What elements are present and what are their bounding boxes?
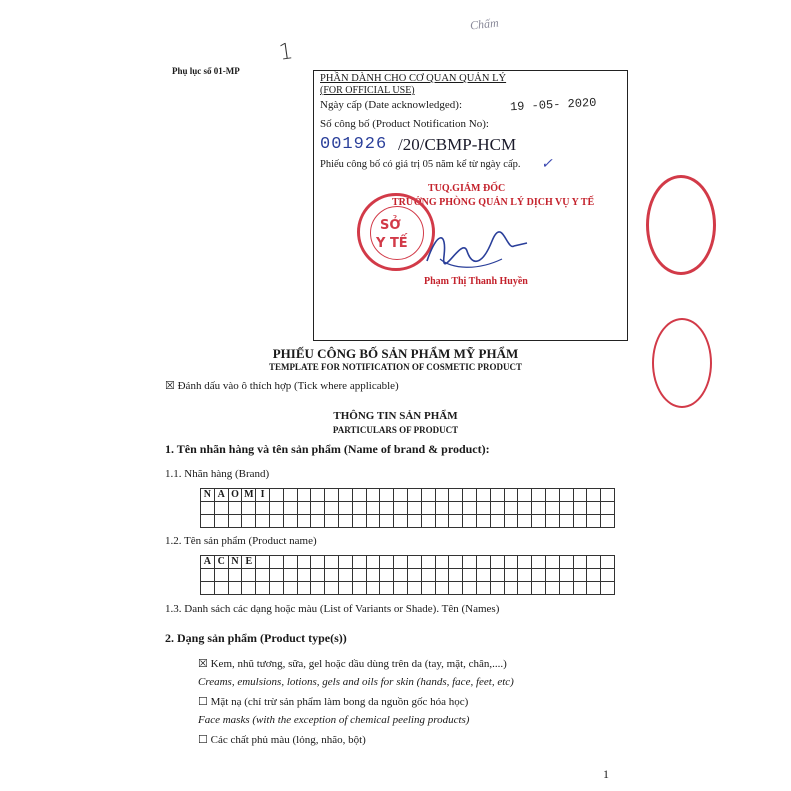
grid-cell bbox=[532, 582, 546, 595]
grid-cell bbox=[311, 515, 325, 528]
grid-cell bbox=[394, 569, 408, 582]
grid-cell bbox=[256, 515, 270, 528]
authority-line1: TUQ.GIÁM ĐỐC bbox=[428, 183, 506, 194]
particulars-title-en: PARTICULARS OF PRODUCT bbox=[332, 425, 459, 435]
grid-cell bbox=[573, 582, 587, 595]
grid-cell bbox=[449, 489, 463, 502]
grid-cell bbox=[490, 569, 504, 582]
grid-cell bbox=[573, 556, 587, 569]
grid-cell bbox=[504, 582, 518, 595]
grid-cell bbox=[601, 569, 615, 582]
grid-cell: O bbox=[228, 489, 242, 502]
grid-cell bbox=[407, 489, 421, 502]
grid-cell bbox=[435, 569, 449, 582]
grid-cell bbox=[587, 502, 601, 515]
grid-cell bbox=[601, 582, 615, 595]
grid-cell bbox=[380, 582, 394, 595]
grid-cell bbox=[297, 502, 311, 515]
grid-cell bbox=[214, 569, 228, 582]
product-grid-row bbox=[201, 569, 615, 582]
grid-cell bbox=[449, 582, 463, 595]
grid-cell bbox=[518, 582, 532, 595]
document-title-en: TEMPLATE FOR NOTIFICATION OF COSMETIC PRODUCT bbox=[268, 362, 523, 372]
product-type-vn: ☐ Các chất phủ màu (lỏng, nhão, bột) bbox=[198, 734, 366, 746]
grid-cell bbox=[228, 502, 242, 515]
grid-cell bbox=[214, 515, 228, 528]
grid-cell bbox=[283, 582, 297, 595]
grid-cell bbox=[545, 489, 559, 502]
grid-cell bbox=[380, 489, 394, 502]
brand-grid bbox=[200, 488, 615, 528]
grid-cell bbox=[394, 489, 408, 502]
grid-cell bbox=[449, 515, 463, 528]
grid-cell bbox=[380, 502, 394, 515]
grid-cell bbox=[421, 569, 435, 582]
grid-cell bbox=[311, 582, 325, 595]
grid-cell bbox=[449, 502, 463, 515]
grid-cell bbox=[269, 489, 283, 502]
grid-cell bbox=[421, 515, 435, 528]
grid-cell: C bbox=[214, 556, 228, 569]
grid-cell bbox=[421, 502, 435, 515]
grid-cell bbox=[394, 556, 408, 569]
grid-cell bbox=[297, 489, 311, 502]
grid-cell bbox=[283, 569, 297, 582]
grid-cell bbox=[463, 569, 477, 582]
grid-cell bbox=[380, 569, 394, 582]
grid-cell bbox=[394, 502, 408, 515]
product-grid-row bbox=[201, 582, 615, 595]
grid-cell bbox=[504, 556, 518, 569]
grid-cell bbox=[435, 502, 449, 515]
grid-cell bbox=[504, 489, 518, 502]
section1-heading: 1. Tên nhãn hàng và tên sản phẩm (Name of brand & product): bbox=[165, 442, 490, 456]
grid-cell bbox=[601, 502, 615, 515]
grid-cell bbox=[366, 582, 380, 595]
grid-cell bbox=[366, 515, 380, 528]
appendix-label: Phụ lục số 01-MP bbox=[172, 66, 240, 76]
validity-tick: ✓ bbox=[541, 157, 553, 172]
grid-cell bbox=[352, 556, 366, 569]
validity-note: Phiếu công bố có giá trị 05 năm kể từ ngày cấp. bbox=[320, 159, 521, 170]
grid-cell bbox=[228, 569, 242, 582]
grid-cell bbox=[352, 569, 366, 582]
grid-cell bbox=[435, 582, 449, 595]
product-type-vn: ☒ Kem, nhũ tương, sữa, gel hoặc dầu dùng trên da (tay, mặt, chân,....) bbox=[198, 658, 507, 670]
grid-cell: M bbox=[242, 489, 256, 502]
official-title-en: (FOR OFFICIAL USE) bbox=[320, 85, 415, 96]
grid-cell bbox=[311, 489, 325, 502]
brand-grid-row bbox=[201, 515, 615, 528]
grid-cell bbox=[283, 502, 297, 515]
brand-grid-row bbox=[201, 489, 615, 502]
grid-cell bbox=[242, 582, 256, 595]
grid-cell bbox=[587, 556, 601, 569]
grid-cell bbox=[407, 515, 421, 528]
brand-label: 1.1. Nhãn hàng (Brand) bbox=[165, 468, 270, 480]
grid-cell bbox=[587, 582, 601, 595]
grid-cell bbox=[573, 489, 587, 502]
product-label: 1.2. Tên sản phẩm (Product name) bbox=[165, 535, 317, 547]
grid-cell bbox=[325, 515, 339, 528]
grid-cell bbox=[559, 489, 573, 502]
grid-cell bbox=[421, 489, 435, 502]
grid-cell bbox=[490, 489, 504, 502]
grid-cell bbox=[325, 569, 339, 582]
grid-cell bbox=[476, 569, 490, 582]
signature-icon bbox=[422, 221, 532, 281]
official-use-box bbox=[313, 70, 628, 341]
grid-cell bbox=[366, 502, 380, 515]
variants-label: 1.3. Danh sách các dạng hoặc màu (List of Variants or Shade). Tên (Names) bbox=[165, 603, 500, 615]
grid-cell bbox=[573, 515, 587, 528]
grid-cell bbox=[201, 582, 215, 595]
grid-cell bbox=[352, 582, 366, 595]
grid-cell bbox=[338, 515, 352, 528]
grid-cell bbox=[476, 502, 490, 515]
grid-cell bbox=[338, 556, 352, 569]
grid-cell bbox=[366, 556, 380, 569]
grid-cell bbox=[559, 515, 573, 528]
grid-cell bbox=[545, 582, 559, 595]
grid-cell bbox=[338, 569, 352, 582]
grid-cell bbox=[325, 556, 339, 569]
grid-cell: N bbox=[201, 489, 215, 502]
grid-cell bbox=[269, 569, 283, 582]
grid-cell bbox=[463, 489, 477, 502]
grid-cell bbox=[435, 489, 449, 502]
grid-cell bbox=[601, 515, 615, 528]
grid-cell bbox=[573, 502, 587, 515]
grid-cell bbox=[283, 489, 297, 502]
grid-cell bbox=[545, 502, 559, 515]
grid-cell bbox=[228, 515, 242, 528]
grid-cell bbox=[532, 489, 546, 502]
product-type-en: Creams, emulsions, lotions, gels and oils for skin (hands, face, feet, etc) bbox=[198, 676, 514, 688]
grid-cell bbox=[518, 569, 532, 582]
grid-cell bbox=[490, 582, 504, 595]
grid-cell bbox=[380, 556, 394, 569]
grid-cell bbox=[518, 502, 532, 515]
grid-cell bbox=[366, 569, 380, 582]
grid-cell bbox=[352, 515, 366, 528]
grid-cell bbox=[283, 515, 297, 528]
grid-cell bbox=[228, 582, 242, 595]
grid-cell bbox=[325, 489, 339, 502]
date-value: 19 -05- 2020 bbox=[509, 95, 597, 115]
grid-cell bbox=[463, 556, 477, 569]
grid-cell: I bbox=[256, 489, 270, 502]
date-label: Ngày cấp (Date acknowledged): bbox=[320, 99, 463, 111]
grid-cell bbox=[311, 556, 325, 569]
grid-cell bbox=[545, 515, 559, 528]
grid-cell bbox=[421, 556, 435, 569]
grid-cell bbox=[297, 569, 311, 582]
grid-cell: E bbox=[242, 556, 256, 569]
grid-cell: A bbox=[214, 489, 228, 502]
authority-line2: TRƯỞNG PHÒNG QUẢN LÝ DỊCH VỤ Y TẾ bbox=[392, 197, 595, 208]
grid-cell bbox=[407, 502, 421, 515]
grid-cell bbox=[463, 502, 477, 515]
grid-cell bbox=[256, 556, 270, 569]
grid-cell bbox=[407, 556, 421, 569]
grid-cell bbox=[269, 582, 283, 595]
grid-cell bbox=[532, 556, 546, 569]
edge-stamp-icon bbox=[646, 175, 716, 275]
grid-cell bbox=[435, 556, 449, 569]
grid-cell bbox=[421, 582, 435, 595]
grid-cell bbox=[476, 556, 490, 569]
section2-heading: 2. Dạng sản phẩm (Product type(s)) bbox=[165, 631, 347, 645]
grid-cell bbox=[476, 489, 490, 502]
grid-cell bbox=[269, 515, 283, 528]
notification-suffix: /20/CBMP-HCM bbox=[398, 135, 517, 154]
page-number: 1 bbox=[603, 767, 609, 781]
grid-cell bbox=[201, 515, 215, 528]
notification-number: 001926 bbox=[320, 135, 388, 154]
grid-cell bbox=[338, 582, 352, 595]
grid-cell bbox=[504, 502, 518, 515]
grid-cell bbox=[476, 582, 490, 595]
product-type-en: Face masks (with the exception of chemical peeling products) bbox=[198, 714, 470, 726]
stamp-text-top: SỞ bbox=[380, 218, 401, 233]
grid-cell bbox=[490, 515, 504, 528]
grid-cell bbox=[435, 515, 449, 528]
grid-cell bbox=[559, 569, 573, 582]
grid-cell bbox=[587, 489, 601, 502]
grid-cell bbox=[297, 515, 311, 528]
number-label: Số công bố (Product Notification No): bbox=[320, 118, 489, 130]
official-title-vn: PHẦN DÀNH CHO CƠ QUAN QUẢN LÝ bbox=[320, 73, 507, 84]
product-grid bbox=[200, 555, 615, 595]
grid-cell bbox=[601, 489, 615, 502]
grid-cell bbox=[449, 556, 463, 569]
grid-cell bbox=[407, 582, 421, 595]
grid-cell bbox=[545, 569, 559, 582]
grid-cell bbox=[297, 556, 311, 569]
grid-cell bbox=[545, 556, 559, 569]
grid-cell bbox=[449, 569, 463, 582]
grid-cell bbox=[366, 489, 380, 502]
grid-cell bbox=[463, 515, 477, 528]
tick-note: ☒ Đánh dấu vào ô thích hợp (Tick where applicable) bbox=[165, 380, 399, 392]
grid-cell bbox=[490, 502, 504, 515]
grid-cell bbox=[490, 556, 504, 569]
grid-cell bbox=[214, 502, 228, 515]
grid-cell bbox=[504, 515, 518, 528]
grid-cell bbox=[256, 502, 270, 515]
grid-cell bbox=[201, 569, 215, 582]
grid-cell bbox=[242, 569, 256, 582]
grid-cell bbox=[297, 582, 311, 595]
grid-cell bbox=[518, 515, 532, 528]
stamp-text-bottom: Y TẾ bbox=[376, 236, 408, 251]
grid-cell bbox=[352, 489, 366, 502]
signer-name: Phạm Thị Thanh Huyền bbox=[424, 276, 528, 287]
grid-cell bbox=[380, 515, 394, 528]
grid-cell bbox=[242, 502, 256, 515]
product-grid-row bbox=[201, 556, 615, 569]
grid-cell bbox=[532, 515, 546, 528]
grid-cell bbox=[311, 502, 325, 515]
grid-cell bbox=[394, 515, 408, 528]
grid-cell bbox=[587, 569, 601, 582]
grid-cell bbox=[338, 502, 352, 515]
grid-cell bbox=[394, 582, 408, 595]
grid-cell bbox=[518, 556, 532, 569]
grid-cell bbox=[587, 515, 601, 528]
grid-cell bbox=[476, 515, 490, 528]
grid-cell bbox=[573, 569, 587, 582]
grid-cell bbox=[407, 569, 421, 582]
grid-cell bbox=[601, 556, 615, 569]
grid-cell bbox=[518, 489, 532, 502]
grid-cell bbox=[532, 569, 546, 582]
grid-cell bbox=[559, 556, 573, 569]
grid-cell: N bbox=[228, 556, 242, 569]
grid-cell bbox=[504, 569, 518, 582]
grid-cell bbox=[256, 582, 270, 595]
grid-cell bbox=[256, 569, 270, 582]
grid-cell bbox=[325, 502, 339, 515]
product-type-vn: ☐ Mặt nạ (chỉ trừ sản phẩm làm bong da nguồn gốc hóa học) bbox=[198, 696, 469, 708]
grid-cell: A bbox=[201, 556, 215, 569]
grid-cell bbox=[201, 502, 215, 515]
grid-cell bbox=[325, 582, 339, 595]
grid-cell bbox=[269, 556, 283, 569]
grid-cell bbox=[214, 582, 228, 595]
document-title-vn: PHIẾU CÔNG BỐ SẢN PHẨM MỸ PHẨM bbox=[272, 346, 519, 361]
grid-cell bbox=[269, 502, 283, 515]
handwritten-top-note: Chấm bbox=[469, 15, 500, 33]
grid-cell bbox=[242, 515, 256, 528]
particulars-title-vn: THÔNG TIN SẢN PHẨM bbox=[333, 410, 458, 422]
grid-cell bbox=[532, 502, 546, 515]
grid-cell bbox=[283, 556, 297, 569]
brand-grid-row bbox=[201, 502, 615, 515]
grid-cell bbox=[311, 569, 325, 582]
handwritten-page-mark: 1 bbox=[277, 39, 295, 66]
grid-cell bbox=[352, 502, 366, 515]
grid-cell bbox=[559, 582, 573, 595]
grid-cell bbox=[463, 582, 477, 595]
grid-cell bbox=[338, 489, 352, 502]
grid-cell bbox=[559, 502, 573, 515]
